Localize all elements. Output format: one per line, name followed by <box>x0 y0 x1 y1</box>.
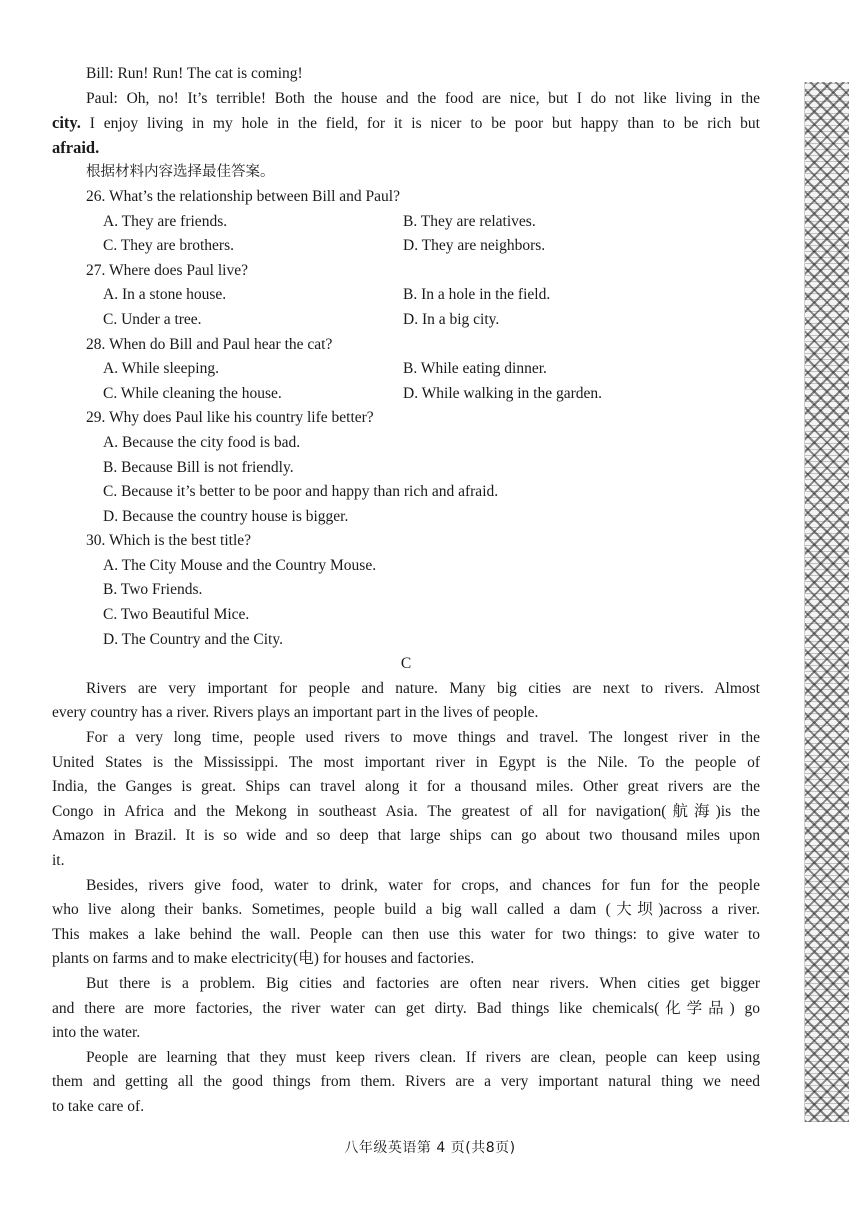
paragraph-line: and there are more factories, the river water can get dirty. Bad things like chemicals(化学品) go <box>52 999 760 1017</box>
paragraph-line: Amazon in Brazil. It is so wide and so deep that large ships can go about two thousand miles upon <box>52 827 760 845</box>
option: D. In a big city. <box>403 310 500 328</box>
option-row <box>52 357 760 382</box>
section-heading: C <box>400 655 412 673</box>
option: A. In a stone house. <box>103 286 227 304</box>
option: A. The City Mouse and the Country Mouse. <box>103 556 377 574</box>
option-row <box>52 554 760 579</box>
paragraph-line: For a very long time, people used rivers to move things and travel. The longest river in the <box>86 729 760 747</box>
question-stem: 26. What’s the relationship between Bill and Paul? <box>86 187 400 205</box>
question-stem: 29. Why does Paul like his country life better? <box>86 409 374 427</box>
option: C. They are brothers. <box>103 237 234 255</box>
option-row <box>52 308 760 333</box>
paragraph-line: People are learning that they must keep rivers clean. If rivers are clean, people can keep using <box>86 1048 760 1066</box>
dialogue-text: I enjoy living in my hole in the field, for it is nicer to be poor but happy than to be rich but <box>80 115 760 133</box>
paragraph-line: United States is the Mississippi. The most important river in Egypt is the Nile. To the people of <box>52 753 760 771</box>
option-row <box>52 382 760 407</box>
option: B. Two Friends. <box>103 581 203 599</box>
option-row <box>52 505 760 530</box>
paragraph-line: into the water. <box>52 1024 141 1042</box>
option: A. They are friends. <box>103 212 228 230</box>
option-row <box>52 283 760 308</box>
option: C. While cleaning the house. <box>103 384 282 402</box>
paragraph-line: Rivers are very important for people and nature. Many big cities are next to rivers. Almost <box>86 679 760 697</box>
page-content <box>52 62 760 1120</box>
option-row <box>52 603 760 628</box>
dialogue-line-paul-cont <box>52 111 760 136</box>
emphasized-word: city. <box>52 113 81 133</box>
dialogue-line-paul: Paul: Oh, no! It’s terrible! Both the house and the food are nice, but I do not like living in the <box>86 89 760 107</box>
option-row <box>52 210 760 235</box>
dialogue-line-bill: Bill: Run! Run! The cat is coming! <box>86 65 303 82</box>
option: D. The Country and the City. <box>103 630 283 648</box>
paragraph-line: to take care of. <box>52 1097 145 1115</box>
instruction: 根据材料内容选择最佳答案。 <box>86 164 275 181</box>
option: B. While eating dinner. <box>403 360 547 378</box>
option: B. Because Bill is not friendly. <box>103 458 294 476</box>
paragraph-line: India, the Ganges is great. Ships can travel along it for a thousand miles. Other great rivers are the <box>52 778 760 796</box>
option-row <box>52 578 760 603</box>
emphasized-word: afraid. <box>52 137 100 157</box>
option: C. Two Beautiful Mice. <box>103 606 250 624</box>
paragraph-line: Congo in Africa and the Mekong in southeast Asia. The greatest of all for navigation(航海)is the <box>52 802 760 820</box>
option: A. While sleeping. <box>103 360 219 378</box>
page-footer: 八年级英语第 4 页(共8页) <box>344 1140 516 1156</box>
option: A. Because the city food is bad. <box>103 433 301 451</box>
option: C. Because it’s better to be poor and happy than rich and afraid. <box>103 483 499 501</box>
option: B. They are relatives. <box>403 212 536 230</box>
option: D. Because the country house is bigger. <box>103 507 349 525</box>
question-stem: 30. Which is the best title? <box>86 532 252 550</box>
option-row <box>52 480 760 505</box>
question-stem: 28. When do Bill and Paul hear the cat? <box>86 335 333 353</box>
option-row <box>52 628 760 653</box>
paragraph-line: it. <box>52 852 65 869</box>
paragraph-line: But there is a problem. Big cities and factories are often near rivers. When cities get bigger <box>86 974 760 992</box>
question-stem: 27. Where does Paul live? <box>86 261 248 279</box>
paragraph-line: Besides, rivers give food, water to drink, water for crops, and chances for fun for the people <box>86 876 760 894</box>
option-row <box>52 431 760 456</box>
paragraph-line: them and getting all the good things from them. Rivers are a very important natural thing we need <box>52 1073 760 1091</box>
option: D. They are neighbors. <box>403 237 546 255</box>
dialogue-line-paul-end <box>52 136 760 161</box>
option-row <box>52 234 760 259</box>
decorative-border-pattern <box>804 82 849 1122</box>
paragraph-line: every country has a river. Rivers plays an important part in the lives of people. <box>52 704 539 722</box>
paragraph-line: plants on farms and to make electricity(电) for houses and factories. <box>52 950 475 968</box>
option: C. Under a tree. <box>103 310 202 328</box>
option: B. In a hole in the field. <box>403 286 551 304</box>
paragraph-line: This makes a lake behind the wall. People can then use this water for two things: to give water to <box>52 925 760 943</box>
option: D. While walking in the garden. <box>403 384 603 402</box>
paragraph-line: who live along their banks. Sometimes, people build a big wall called a dam (大坝)across a river. <box>52 901 760 919</box>
option-row <box>52 456 760 481</box>
